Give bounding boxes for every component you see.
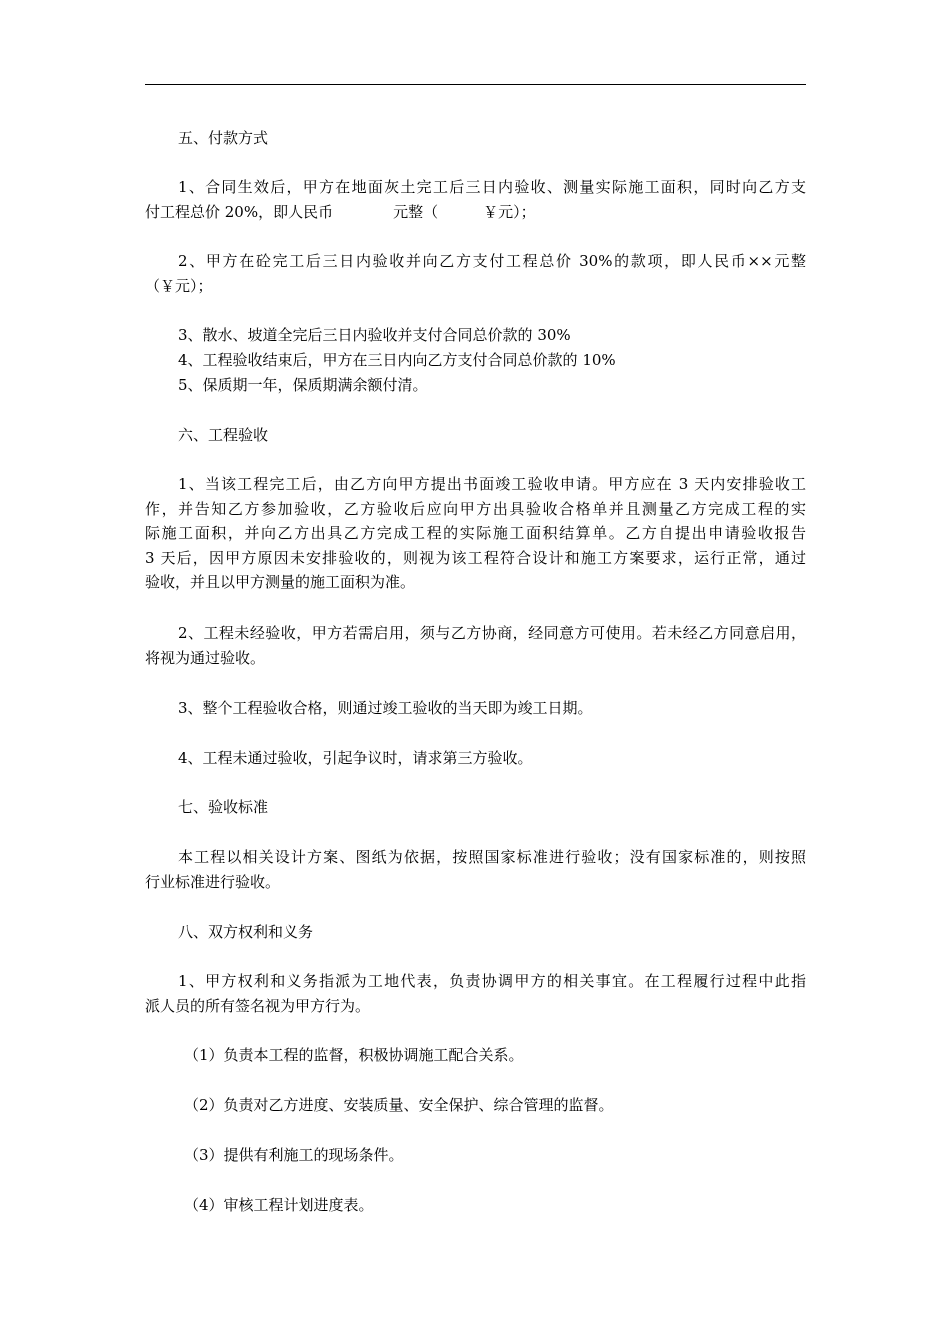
text-line: 行业标准进行验收。 (145, 872, 281, 891)
text-line: 1、当该工程完工后，由乙方向甲方提出书面竣工验收申请。甲方应在 3 天内安排验收工 (178, 475, 806, 493)
section-heading-acceptance: 六、工程验收 (178, 426, 269, 444)
section-heading-rights: 八、双方权利和义务 (178, 923, 314, 941)
paragraph-payment-5: 5、保质期一年，保质期满余额付清。 (178, 376, 428, 394)
list-item: （4）审核工程计划进度表。 (184, 1196, 374, 1214)
paragraph-acceptance-4: 4、工程未通过验收，引起争议时，请求第三方验收。 (178, 749, 533, 767)
text-line: 作，并告知乙方参加验收，乙方验收后应向甲方出具验收合格单并且测量乙方完成工程的实 (145, 499, 806, 518)
text-line: 将视为通过验收。 (145, 648, 266, 667)
list-item: （1）负责本工程的监督，积极协调施工配合关系。 (184, 1046, 524, 1064)
paragraph-acceptance-1 (145, 472, 806, 595)
text-line: 3 天后，因甲方原因未安排验收的，则视为该工程符合设计和施工方案要求，运行正常，通过 (145, 548, 806, 567)
list-item: （3）提供有利施工的现场条件。 (184, 1146, 404, 1164)
text-line: 际施工面积，并向乙方出具乙方完成工程的实际施工面积结算单。乙方自提出申请验收报告 (145, 524, 806, 542)
text-line: 本工程以相关设计方案、图纸为依据，按照国家标准进行验收；没有国家标准的，则按照 (178, 848, 806, 866)
paragraph-payment-3: 3、散水、坡道全完后三日内验收并支付合同总价款的 30% (178, 326, 571, 344)
text-line: 1、合同生效后，甲方在地面灰土完工后三日内验收、测量实际施工面积，同时向乙方支 (178, 178, 806, 196)
text-line: 验收，并且以甲方测量的施工面积为准。 (145, 573, 416, 591)
text-line: （￥元）； (145, 276, 213, 295)
paragraph-payment-4: 4、工程验收结束后，甲方在三日内向乙方支付合同总价款的 10% (178, 351, 616, 369)
paragraph-payment-1 (145, 175, 806, 224)
paragraph-acceptance-3: 3、整个工程验收合格，则通过竣工验收的当天即为竣工日期。 (178, 699, 593, 717)
section-heading-standard: 七、验收标准 (178, 798, 269, 816)
paragraph-payment-2 (145, 249, 806, 298)
text-line: 2、工程未经验收，甲方若需启用，须与乙方协商，经同意方可使用。若未经乙方同意启用， (178, 624, 806, 642)
header-rule (145, 84, 806, 85)
paragraph-acceptance-2 (145, 621, 806, 670)
paragraph-standard-1 (145, 845, 806, 894)
paragraph-rights-1 (145, 969, 806, 1018)
list-item: （2）负责对乙方进度、安装质量、安全保护、综合管理的监督。 (184, 1096, 614, 1114)
text-line: 付工程总价 20%，即人民币 元整（ ￥元）； (145, 202, 536, 221)
text-line: 2、甲方在砼完工后三日内验收并向乙方支付工程总价 30%的款项，即人民币××元整 (178, 252, 806, 270)
text-line: 1、甲方权利和义务指派为工地代表，负责协调甲方的相关事宜。在工程履行过程中此指 (178, 972, 806, 990)
text-line: 派人员的所有签名视为甲方行为。 (145, 996, 371, 1015)
section-heading-payment: 五、付款方式 (178, 129, 269, 147)
